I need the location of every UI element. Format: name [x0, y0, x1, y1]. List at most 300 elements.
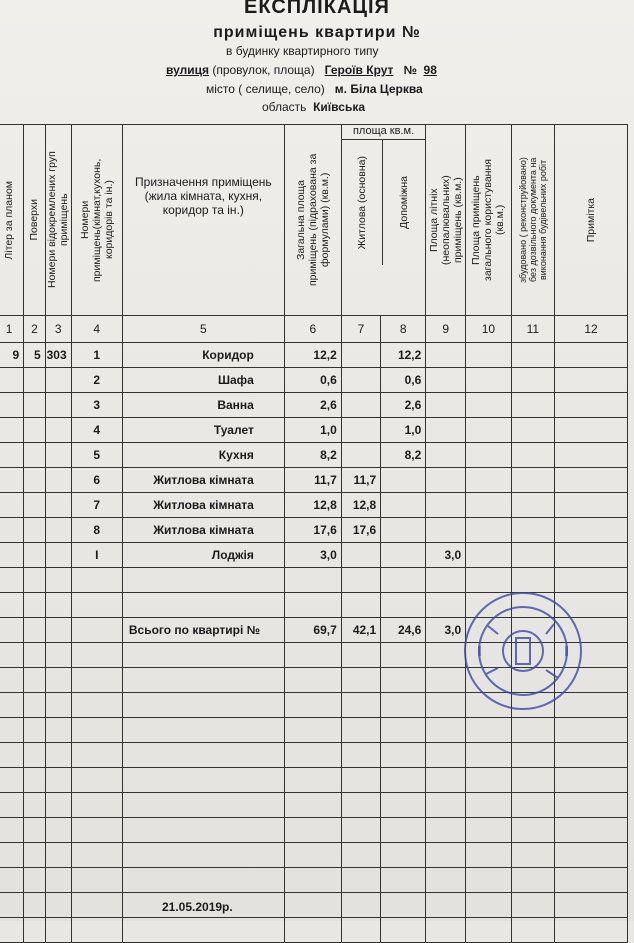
column-number-cell: 12 — [555, 316, 628, 343]
room-name-cell: Шафа — [122, 368, 284, 393]
empty-cell — [466, 718, 512, 743]
floor-cell — [24, 418, 46, 443]
empty-cell — [511, 843, 554, 868]
column-number-cell: 2 — [24, 316, 46, 343]
column-number-cell: 6 — [284, 316, 341, 343]
empty-cell — [341, 818, 380, 843]
common-area-cell — [466, 393, 512, 418]
empty-cell — [284, 818, 341, 843]
empty-cell — [71, 793, 122, 818]
explication-table — [0, 124, 628, 943]
region-line — [262, 100, 365, 114]
empty-cell — [45, 918, 71, 943]
column-numbers-row — [0, 316, 628, 343]
empty-cell — [0, 693, 24, 718]
empty-cell — [341, 793, 380, 818]
living-area-sum: 42,1 — [341, 618, 380, 643]
empty-cell — [381, 793, 426, 818]
empty-cell — [45, 818, 71, 843]
group-cell — [45, 543, 71, 568]
empty-cell — [555, 843, 628, 868]
empty-cell — [284, 643, 341, 668]
empty-cell — [71, 743, 122, 768]
empty-cell — [24, 818, 46, 843]
total-area-cell: 0,6 — [284, 368, 341, 393]
empty-cell — [0, 768, 24, 793]
summer-area-cell: 3,0 — [426, 543, 466, 568]
empty-cell — [381, 643, 426, 668]
empty-cell — [466, 893, 512, 918]
empty-cell — [71, 893, 122, 918]
empty-cell — [341, 893, 380, 918]
common-area-cell — [466, 368, 512, 393]
group-cell — [45, 418, 71, 443]
empty-cell — [341, 718, 380, 743]
city-label: місто ( селище, село) — [206, 82, 325, 96]
common-area-cell — [466, 418, 512, 443]
common-area-cell — [466, 518, 512, 543]
empty-row — [0, 818, 628, 843]
column-number-cell: 4 — [71, 316, 122, 343]
empty-cell — [284, 693, 341, 718]
empty-row — [0, 768, 628, 793]
total-area-cell: 8,2 — [284, 443, 341, 468]
litera-cell — [0, 468, 24, 493]
area-group-label: площа кв.м. — [342, 125, 426, 140]
header-room-numbers: Номери приміщень(кімнат,кухонь, коридорів та ін.) — [71, 125, 122, 316]
common-area-cell — [466, 543, 512, 568]
note-cell — [555, 468, 628, 493]
auxiliary-area-cell — [381, 543, 426, 568]
auxiliary-area-sum: 24,6 — [381, 618, 426, 643]
city-value: м. Біла Церква — [334, 82, 423, 96]
empty-row — [0, 743, 628, 768]
room-number-cell: 2 — [71, 368, 122, 393]
empty-cell — [555, 793, 628, 818]
empty-cell — [24, 568, 46, 593]
summer-area-cell — [426, 518, 466, 543]
note-cell — [555, 418, 628, 443]
header-summer-area: Площа літніх (неопалювальних) приміщень (кв.м.) — [426, 125, 466, 316]
empty-cell — [71, 818, 122, 843]
empty-cell — [71, 568, 122, 593]
empty-cell — [0, 643, 24, 668]
empty-cell — [511, 918, 554, 943]
empty-cell — [45, 693, 71, 718]
empty-cell — [555, 893, 628, 918]
summer-area-cell — [426, 393, 466, 418]
empty-cell — [426, 743, 466, 768]
empty-cell — [381, 593, 426, 618]
empty-cell — [45, 593, 71, 618]
litera-cell: 9 — [0, 343, 24, 368]
total-area-cell: 17,6 — [284, 518, 341, 543]
floor-cell — [24, 468, 46, 493]
living-area-cell — [341, 368, 380, 393]
street-sub-label: (провулок, площа) — [212, 63, 315, 77]
litera-cell — [0, 368, 24, 393]
empty-cell — [341, 568, 380, 593]
document-title: ЕКСПЛІКАЦІЯ — [244, 0, 390, 18]
empty-cell — [0, 793, 24, 818]
total-area-cell: 11,7 — [284, 468, 341, 493]
floor-cell — [24, 443, 46, 468]
empty-cell — [426, 918, 466, 943]
header-litera: Літер за планом — [0, 125, 24, 316]
litera-cell — [0, 493, 24, 518]
empty-cell — [284, 793, 341, 818]
total-area-cell: 1,0 — [284, 418, 341, 443]
empty-cell — [24, 718, 46, 743]
empty-cell — [45, 743, 71, 768]
house-type-line: в будинку квартирного типу — [226, 44, 379, 58]
unauthorized-cell — [511, 418, 554, 443]
group-cell — [45, 443, 71, 468]
empty-cell — [24, 843, 46, 868]
litera-cell — [0, 418, 24, 443]
empty-cell — [426, 843, 466, 868]
document-date: 21.05.2019р. — [162, 900, 233, 914]
table-row — [0, 443, 628, 468]
column-number-cell: 1 — [0, 316, 24, 343]
empty-cell — [0, 668, 24, 693]
litera-cell — [0, 393, 24, 418]
region-label: область — [262, 100, 307, 114]
table-row — [0, 468, 628, 493]
common-area-cell — [466, 343, 512, 368]
room-name-cell: Ванна — [122, 393, 284, 418]
auxiliary-area-cell — [381, 518, 426, 543]
empty-cell — [466, 768, 512, 793]
empty-cell — [45, 618, 71, 643]
empty-cell — [122, 643, 284, 668]
header-auxiliary: Допоміжна — [398, 176, 411, 229]
empty-cell — [45, 768, 71, 793]
empty-cell — [426, 868, 466, 893]
auxiliary-area-cell: 8,2 — [381, 443, 426, 468]
living-area-cell — [341, 343, 380, 368]
group-cell — [45, 493, 71, 518]
empty-cell — [122, 718, 284, 743]
empty-cell — [381, 568, 426, 593]
header-living: Житлова (основна) — [342, 140, 383, 265]
street-label: вулиця — [166, 63, 209, 77]
empty-cell — [284, 768, 341, 793]
group-cell — [45, 518, 71, 543]
empty-cell — [284, 893, 341, 918]
litera-cell — [0, 443, 24, 468]
address-line — [166, 63, 437, 77]
table-row — [0, 393, 628, 418]
header-total-area: Загальна площа приміщень (підрахована за формулами) (кв.м.) — [284, 125, 341, 316]
floor-cell — [24, 493, 46, 518]
column-number-cell: 5 — [122, 316, 284, 343]
auxiliary-area-cell — [381, 468, 426, 493]
empty-cell — [71, 693, 122, 718]
floor-cell — [24, 543, 46, 568]
room-number-cell: 1 — [71, 343, 122, 368]
empty-cell — [381, 743, 426, 768]
empty-cell — [45, 843, 71, 868]
summer-area-cell — [426, 418, 466, 443]
empty-cell — [45, 793, 71, 818]
empty-cell — [511, 793, 554, 818]
empty-cell — [426, 718, 466, 743]
empty-cell — [71, 643, 122, 668]
empty-cell — [24, 768, 46, 793]
note-cell — [555, 368, 628, 393]
house-number-label: № — [403, 63, 417, 77]
empty-cell — [284, 668, 341, 693]
empty-cell — [122, 793, 284, 818]
empty-cell — [555, 718, 628, 743]
empty-cell — [426, 768, 466, 793]
empty-cell — [284, 718, 341, 743]
empty-cell — [122, 743, 284, 768]
empty-cell — [381, 868, 426, 893]
note-cell — [555, 443, 628, 468]
header-unauthorized: збудовано ( реконструйовано) без дозвільного документа на виконання будівельних робіт — [511, 125, 554, 316]
empty-cell — [466, 868, 512, 893]
empty-cell — [381, 768, 426, 793]
room-name-cell: Коридор — [122, 343, 284, 368]
common-area-cell — [466, 493, 512, 518]
header-note: Примітка — [555, 125, 628, 316]
note-cell — [555, 543, 628, 568]
total-label-cell: Всього по квартирі № — [122, 618, 284, 643]
room-number-cell: 8 — [71, 518, 122, 543]
unauthorized-cell — [511, 543, 554, 568]
header-groups: Номери відокремлених груп приміщень — [45, 125, 71, 316]
summer-area-cell — [426, 468, 466, 493]
summer-area-cell — [426, 443, 466, 468]
room-number-cell: 7 — [71, 493, 122, 518]
empty-cell — [0, 743, 24, 768]
empty-cell — [341, 918, 380, 943]
empty-cell — [341, 743, 380, 768]
empty-cell — [24, 643, 46, 668]
common-area-cell — [466, 443, 512, 468]
empty-row — [0, 793, 628, 818]
empty-cell — [24, 918, 46, 943]
table-row — [0, 493, 628, 518]
column-number-cell: 8 — [381, 316, 426, 343]
summer-area-sum: 3,0 — [426, 618, 466, 643]
unauthorized-cell — [511, 368, 554, 393]
empty-cell — [45, 893, 71, 918]
empty-cell — [24, 593, 46, 618]
auxiliary-area-cell — [381, 493, 426, 518]
empty-cell — [284, 868, 341, 893]
empty-cell — [511, 818, 554, 843]
litera-cell — [0, 543, 24, 568]
unauthorized-cell — [511, 443, 554, 468]
empty-cell — [466, 793, 512, 818]
empty-cell — [341, 668, 380, 693]
living-area-cell: 12,8 — [341, 493, 380, 518]
auxiliary-area-cell: 12,2 — [381, 343, 426, 368]
empty-cell — [71, 918, 122, 943]
empty-cell — [341, 693, 380, 718]
unauthorized-cell — [511, 518, 554, 543]
empty-cell — [284, 568, 341, 593]
empty-row — [0, 718, 628, 743]
table-row — [0, 543, 628, 568]
empty-cell — [122, 818, 284, 843]
empty-cell — [0, 918, 24, 943]
column-number-cell: 3 — [45, 316, 71, 343]
empty-cell — [71, 668, 122, 693]
empty-cell — [122, 868, 284, 893]
column-number-cell: 9 — [426, 316, 466, 343]
room-number-cell: 3 — [71, 393, 122, 418]
group-cell — [45, 393, 71, 418]
empty-cell — [0, 568, 24, 593]
empty-cell — [122, 843, 284, 868]
empty-cell — [71, 843, 122, 868]
summer-area-cell — [426, 493, 466, 518]
street-value: Героїв Крут — [324, 63, 394, 77]
empty-cell — [341, 643, 380, 668]
room-number-cell: 6 — [71, 468, 122, 493]
room-name-cell: Лоджія — [122, 543, 284, 568]
empty-cell — [24, 793, 46, 818]
empty-cell — [45, 718, 71, 743]
document-subtitle: приміщень квартири № — [213, 24, 421, 41]
empty-cell — [466, 918, 512, 943]
empty-cell — [0, 843, 24, 868]
column-number-cell: 11 — [511, 316, 554, 343]
column-number-cell: 10 — [466, 316, 512, 343]
total-area-cell: 12,8 — [284, 493, 341, 518]
summer-area-cell — [426, 368, 466, 393]
header-area-group — [341, 125, 426, 316]
floor-cell: 5 — [24, 343, 46, 368]
total-area-cell: 2,6 — [284, 393, 341, 418]
group-cell — [45, 368, 71, 393]
empty-cell — [24, 743, 46, 768]
empty-cell — [555, 768, 628, 793]
litera-cell — [0, 518, 24, 543]
header-floors: Поверхи — [24, 125, 46, 316]
header-purpose: Призначення приміщень (жила кімната, кухня, коридор та ін.) — [122, 125, 284, 316]
empty-cell — [381, 718, 426, 743]
empty-cell — [122, 593, 284, 618]
note-cell — [555, 493, 628, 518]
empty-cell — [381, 893, 426, 918]
empty-cell — [284, 743, 341, 768]
empty-row — [0, 868, 628, 893]
empty-cell — [45, 868, 71, 893]
empty-cell — [284, 918, 341, 943]
room-name-cell: Житлова кімната — [122, 468, 284, 493]
auxiliary-area-cell: 0,6 — [381, 368, 426, 393]
common-area-cell — [466, 468, 512, 493]
empty-cell — [122, 918, 284, 943]
empty-cell — [45, 643, 71, 668]
column-number-cell: 7 — [341, 316, 380, 343]
empty-cell — [381, 818, 426, 843]
empty-cell — [71, 618, 122, 643]
table-row — [0, 368, 628, 393]
empty-cell — [511, 743, 554, 768]
empty-cell — [555, 818, 628, 843]
empty-cell — [71, 868, 122, 893]
empty-cell — [511, 768, 554, 793]
empty-cell — [24, 893, 46, 918]
group-cell — [45, 468, 71, 493]
note-cell — [555, 393, 628, 418]
empty-cell — [511, 893, 554, 918]
empty-row — [0, 893, 628, 918]
empty-cell — [511, 868, 554, 893]
header-common-area: Площа приміщень загального користування (кв.м.) — [466, 125, 512, 316]
empty-cell — [0, 718, 24, 743]
empty-cell — [122, 693, 284, 718]
unauthorized-cell — [511, 343, 554, 368]
empty-cell — [0, 893, 24, 918]
empty-cell — [466, 743, 512, 768]
empty-cell — [0, 818, 24, 843]
empty-cell — [555, 918, 628, 943]
total-area-cell: 12,2 — [284, 343, 341, 368]
living-area-cell — [341, 393, 380, 418]
empty-cell — [381, 843, 426, 868]
living-area-cell — [341, 443, 380, 468]
empty-cell — [71, 593, 122, 618]
empty-cell — [24, 868, 46, 893]
floor-cell — [24, 368, 46, 393]
empty-cell — [555, 868, 628, 893]
empty-cell — [381, 693, 426, 718]
group-cell: 303 — [45, 343, 71, 368]
room-name-cell: Кухня — [122, 443, 284, 468]
city-line — [206, 82, 423, 96]
empty-cell — [466, 843, 512, 868]
house-number: 98 — [423, 63, 437, 77]
floor-cell — [24, 393, 46, 418]
empty-cell — [381, 918, 426, 943]
living-area-cell: 17,6 — [341, 518, 380, 543]
empty-cell — [511, 718, 554, 743]
empty-cell — [71, 718, 122, 743]
empty-row — [0, 918, 628, 943]
auxiliary-area-cell: 2,6 — [381, 393, 426, 418]
empty-cell — [24, 618, 46, 643]
empty-cell — [122, 768, 284, 793]
unauthorized-cell — [511, 393, 554, 418]
empty-cell — [426, 818, 466, 843]
table-row — [0, 343, 628, 368]
room-number-cell: 5 — [71, 443, 122, 468]
room-name-cell: Житлова кімната — [122, 518, 284, 543]
room-number-cell: I — [71, 543, 122, 568]
empty-cell — [341, 768, 380, 793]
empty-cell — [0, 593, 24, 618]
empty-cell — [45, 668, 71, 693]
empty-cell — [45, 568, 71, 593]
empty-cell — [24, 668, 46, 693]
empty-cell — [341, 843, 380, 868]
note-cell — [555, 343, 628, 368]
empty-row — [0, 843, 628, 868]
empty-cell — [381, 668, 426, 693]
official-stamp — [458, 586, 588, 716]
living-area-cell — [341, 543, 380, 568]
empty-cell — [341, 868, 380, 893]
total-area-sum: 69,7 — [284, 618, 341, 643]
room-name-cell: Житлова кімната — [122, 493, 284, 518]
